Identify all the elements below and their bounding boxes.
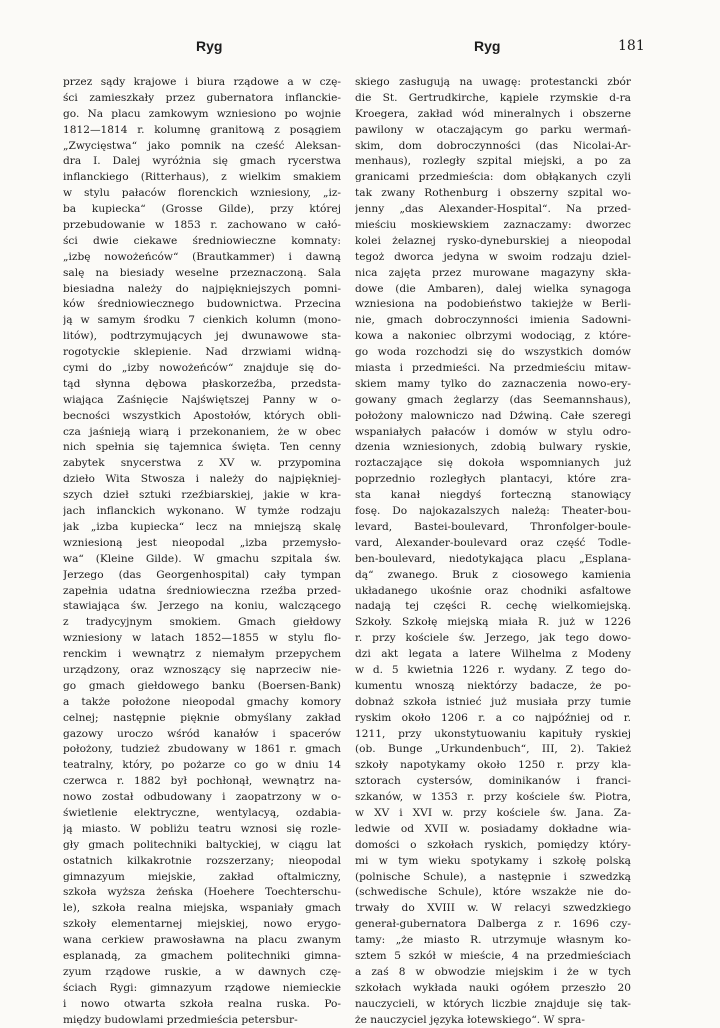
text-line: litów), podtrzymujących jej dwunawowe sta-: [63, 330, 341, 343]
text-line: wzniesiony w latach 1852—1855 w stylu flo-: [63, 632, 341, 645]
text-line: pawilony w otaczającym go parku wermań-: [355, 123, 631, 136]
text-line: ków średniowiecznego budownictwa. Przecina: [63, 298, 341, 311]
text-line: go. Na placu zamkowym wzniesiono po wojnie: [63, 107, 341, 120]
text-line: becności wszystkich Apostołów, których obli-: [63, 409, 341, 422]
text-line: domości o szkołach ryskich, pomiędzy który-: [355, 838, 631, 851]
text-line: cza jaśnieją wiarą i przekonaniem, że w obec: [63, 425, 341, 438]
text-line: tak zwany Rothenburg i obszerny szpital wo-: [355, 187, 631, 200]
text-line: Szkoły. Szkołę miejską miała R. już w 1226: [355, 616, 631, 629]
text-line: esplanadą, za gmachem politechniki gimna-: [63, 949, 341, 962]
text-line: jach inflanckich wykonano. W tymże rodzaju: [63, 505, 341, 518]
text-line: ledwie od XVII w. posiadamy dokładne wia-: [355, 822, 631, 835]
text-line: ryskim około 1206 r. a co najpóźniej od r.: [355, 711, 631, 724]
text-line: kolei żelaznej rysko-dyneburskiej a nieopodal: [355, 234, 631, 247]
text-line: wa“ (Kleine Gilde). W gmachu szpitala św.: [63, 552, 341, 565]
text-line: wana cerkiew prawosławna na placu zwanym: [63, 934, 341, 947]
text-line: dzieło Wita Stwosza i należy do najpiękniej-: [63, 473, 341, 486]
text-line: sztem 5 szkół w mieście, 4 na przedmieściach: [355, 949, 631, 962]
text-line: ba kupiecka“ (Grosse Gilde), przy której: [63, 203, 341, 216]
text-line: w stylu pałaców florenckich wzniesiony, „iz-: [63, 187, 341, 200]
page-header: [0, 38, 720, 58]
text-line: szkoły napotykamy około 1250 r. przy kla-: [355, 759, 631, 772]
text-line: sztorach cystersów, dominikanów i franci-: [355, 775, 631, 788]
text-line: ją w samym środku 7 cienkich kolumn (mono-: [63, 314, 341, 327]
text-line: „Zwycięstwa“ jako pomnik na cześć Aleksan-: [63, 139, 341, 152]
text-line: wiająca Zaśnięcie Najświętszej Panny w o-: [63, 393, 341, 406]
text-line: układanego ukośnie oraz chodniki asfaltowe: [355, 584, 631, 597]
text-line: Jerzego (das Georgenhospital) cały tympan: [63, 568, 341, 581]
text-line: ściach Rygi: gimnazyum rządowe niemieckie: [63, 981, 341, 994]
text-line: z tradycyjnym smokiem. Gmach giełdowy: [63, 616, 341, 629]
text-line: skim, dom dobroczynności (das Nicolai-Ar-: [355, 139, 631, 152]
text-line: celnej; następnie pięknie obmyślany zakład: [63, 711, 341, 724]
text-line: mieściu moskiewskiem zaznaczamy: dworzec: [355, 219, 631, 232]
page-number: 181: [618, 38, 645, 54]
text-line: ostatnich kilkakrotnie rozszerzany; nieopodal: [63, 854, 341, 867]
text-line: przez sądy krajowe i biura rządowe a w czę-: [63, 76, 341, 88]
text-line: położony malowniczo nad Dźwiną. Całe szeregi: [355, 409, 631, 422]
text-line: w d. 5 kwietnia 1226 r. wydany. Z tego do-: [355, 663, 631, 676]
text-line: szkoły elementarnej miejskiej, nowo erygo-: [63, 918, 341, 931]
text-line: skiem mamy tylko do zaznaczenia nowo-ery-: [355, 377, 631, 390]
text-line: dowe (die Ambaren), dalej wielka synagoga: [355, 282, 631, 295]
text-line: salę na biesiady weselne przeznaczoną. Sala: [63, 266, 341, 279]
text-line: czerwca r. 1882 był pochłonął, wewnątrz na-: [63, 775, 341, 788]
right-text-column: [355, 75, 631, 1028]
text-line: levard, Bastei-boulevard, Thronfolger-boule-: [355, 520, 631, 533]
text-line: szkanów, w 1353 r. przy kościele św. Piotra,: [355, 791, 631, 804]
text-line: a zaś 8 w obwodzie miejskim i że w tych: [355, 965, 631, 978]
text-line: gimnazyum miejskie, zakład oftalmiczny,: [63, 870, 341, 883]
text-line: szkołach wykłada nauki ogółem przeszło 20: [355, 981, 631, 994]
text-line: 1812—1814 r. kolumnę granitową z posągiem: [63, 123, 341, 136]
text-line: (ob. Bunge „Urkundenbuch“, III, 2). Takież: [355, 743, 631, 756]
text-line: ści dwie ciekawe średniowieczne komnaty:: [63, 234, 341, 247]
text-line: dą“ zwanego. Bruk z ciosowego kamienia: [355, 568, 631, 581]
text-line: fosę. Do najokazalszych należą: Theater-bou-: [355, 505, 631, 518]
text-line: generał-gubernatora Dalberga z r. 1696 czy-: [355, 918, 631, 931]
text-line: granicami przedmieścia: dom obłąkanych czyli: [355, 171, 631, 184]
text-line: przebudowanie w 1853 r. zachowano w całó-: [63, 219, 341, 232]
text-line: kowa a nakoniec olbrzymi wodociąg, z które-: [355, 330, 631, 343]
text-line: zapełnia udatna średniowieczna rzeźba przed-: [63, 584, 341, 597]
text-line: cymi do „izby nowożeńców“ znajduje się do-: [63, 362, 341, 375]
text-line: le), szkoła realna miejska, wspaniały gmach: [63, 902, 341, 915]
text-line: wspaniałych pałaców i domów w stylu odro-: [355, 425, 631, 438]
text-line: nowo został odbudowany i zaopatrzony w o-: [63, 791, 341, 804]
text-line: nie, gmach dobroczynności imienia Sadowni-: [355, 314, 631, 327]
text-line: ben-boulevard, niedotykająca placu „Esplana-: [355, 552, 631, 565]
text-line: tamy: „że miasto R. utrzymuje własnym ko-: [355, 934, 631, 947]
running-head-left: Ryg: [196, 38, 223, 54]
text-line: (schwedische Schule), które wszakże nie do-: [355, 886, 631, 899]
text-line: tąd słynna dębowa płaskorzeźba, przedsta-: [63, 377, 341, 390]
text-line: die St. Gertrudkirche, kąpiele rzymskie d-ra: [355, 91, 631, 104]
text-line: mi w tym wieku spotykamy i szkołę polską: [355, 854, 631, 867]
text-line: szych dzieł sztuki rzeźbiarskiej, jakie w kra-: [63, 489, 341, 502]
text-line: inflanckiego (Ritterhaus), z wielkim smakiem: [63, 171, 341, 184]
text-line: zyum rządowe ruskie, a w dawnych czę-: [63, 965, 341, 978]
text-line: poprzednio rozległych plantacyi, które zra-: [355, 473, 631, 486]
text-line: zabytek snycerstwa z XV w. przypomina: [63, 457, 341, 470]
text-line: położony, tudzież zbudowany w 1861 r. gmach: [63, 743, 341, 756]
text-line: nica zajęta przez murowane magazyny skła-: [355, 266, 631, 279]
text-line: świetlenie elektryczne, wentylacyą, ozdabia-: [63, 806, 341, 819]
text-line: roztaczające się dokoła wspomnianych już: [355, 457, 631, 470]
text-line: 1211, przy ukonstytuowaniu kapituły ryskiej: [355, 727, 631, 740]
text-line: sta kanał niegdyś forteczną stanowiący: [355, 489, 631, 502]
text-line: a także położone nieopodal gmachy komory: [63, 695, 341, 708]
text-line: nich spełnia się tajemnica święta. Ten cenny: [63, 441, 341, 454]
text-line: Kroegera, zakład wód mineralnych i obszerne: [355, 107, 631, 120]
text-line: vard, Alexander-boulevard oraz część Todle-: [355, 536, 631, 549]
text-line: menhaus), rozległy szpital miejski, a po za: [355, 155, 631, 168]
text-line: dzenia wzniesionych, zdobią bulwary ryskie,: [355, 441, 631, 454]
text-line: gazowy uroczo wśród kanałów i spacerów: [63, 727, 341, 740]
text-line: trwały do XVIII w. W relacyi szwedzkiego: [355, 902, 631, 915]
text-line: „izbę nowożeńców“ (Brautkammer) i dawną: [63, 250, 341, 263]
text-line: go gmach giełdowego banku (Boersen-Bank): [63, 679, 341, 692]
text-line: teatralny, który, po pożarze co go w dniu 14: [63, 759, 341, 772]
text-line: jak „izba kupiecka“ lecz na mniejszą skalę: [63, 520, 341, 533]
text-line: w XV i XVI w. przy kościele św. Jana. Za-: [355, 806, 631, 819]
text-line: ją miasto. W pobliżu teatru wznosi się rozle-: [63, 822, 341, 835]
left-text-column: [63, 75, 341, 1028]
text-line: i nowo otwarta szkoła realna ruska. Po-: [63, 997, 341, 1010]
text-line: (polnische Schule), a następnie i szwedzką: [355, 870, 631, 883]
text-line: urządzony, oraz wznoszący się naprzeciw nie-: [63, 663, 341, 676]
text-line: dzi akt legata a latere Wilhelma z Modeny: [355, 648, 631, 661]
text-line: gowany gmach żeglarzy (das Seemannshaus),: [355, 393, 631, 406]
text-line: go woda rozchodzi się do wszystkich domów: [355, 346, 631, 359]
text-line: dobnaż szkoła istnieć już musiała przy tumie: [355, 695, 631, 708]
text-line: r. przy kościele św. Jerzego, jak tego dowo-: [355, 632, 631, 645]
text-line: skiego zasługują na uwagę: protestancki zbór: [355, 76, 631, 88]
text-line: szkoła wyższa żeńska (Hoehere Toechterschu-: [63, 886, 341, 899]
text-line: ści zamieszkały przez gubernatora inflanckie-: [63, 91, 341, 104]
text-line: nauczycieli, w których liczbie znajduje się tak-: [355, 997, 631, 1010]
running-head-right: Ryg: [474, 38, 501, 54]
text-line: nadają tej części R. cechę wielkomiejską.: [355, 600, 631, 613]
text-line: dra I. Dalej wyróżnia się gmach rycerstwa: [63, 155, 341, 168]
text-line: jenny „das Alexander-Hospital“. Na przed-: [355, 203, 631, 216]
text-line: między budowlami przedmieścia petersbur-: [63, 1013, 298, 1026]
text-line: miasta i przedmieści. Na przedmieściu mitaw-: [355, 362, 631, 375]
text-line: stawiająca św. Jerzego na koniu, walczącego: [63, 600, 341, 613]
text-line: rogotyckie sklepienie. Nad drzwiami widną-: [63, 346, 341, 359]
text-line: kumentu wnoszą niektórzy badacze, że po-: [355, 679, 631, 692]
text-line: gły gmach politechniki baltyckiej, w ciągu lat: [63, 838, 341, 851]
text-line: że nauczyciel języka łotewskiego“. W spra-: [355, 1013, 585, 1026]
text-line: biesiadna należy do najpiękniejszych pomni-: [63, 282, 341, 295]
text-line: wzniesioną jest nieopodal „izba przemysło-: [63, 536, 341, 549]
text-line: renckim i wewnątrz z niemałym przepychem: [63, 648, 341, 661]
text-line: wzniesiona na podobieństwo takiejże w Berli-: [355, 298, 631, 311]
text-line: tegoż dworca jedyna w swoim rodzaju dziel-: [355, 250, 631, 263]
